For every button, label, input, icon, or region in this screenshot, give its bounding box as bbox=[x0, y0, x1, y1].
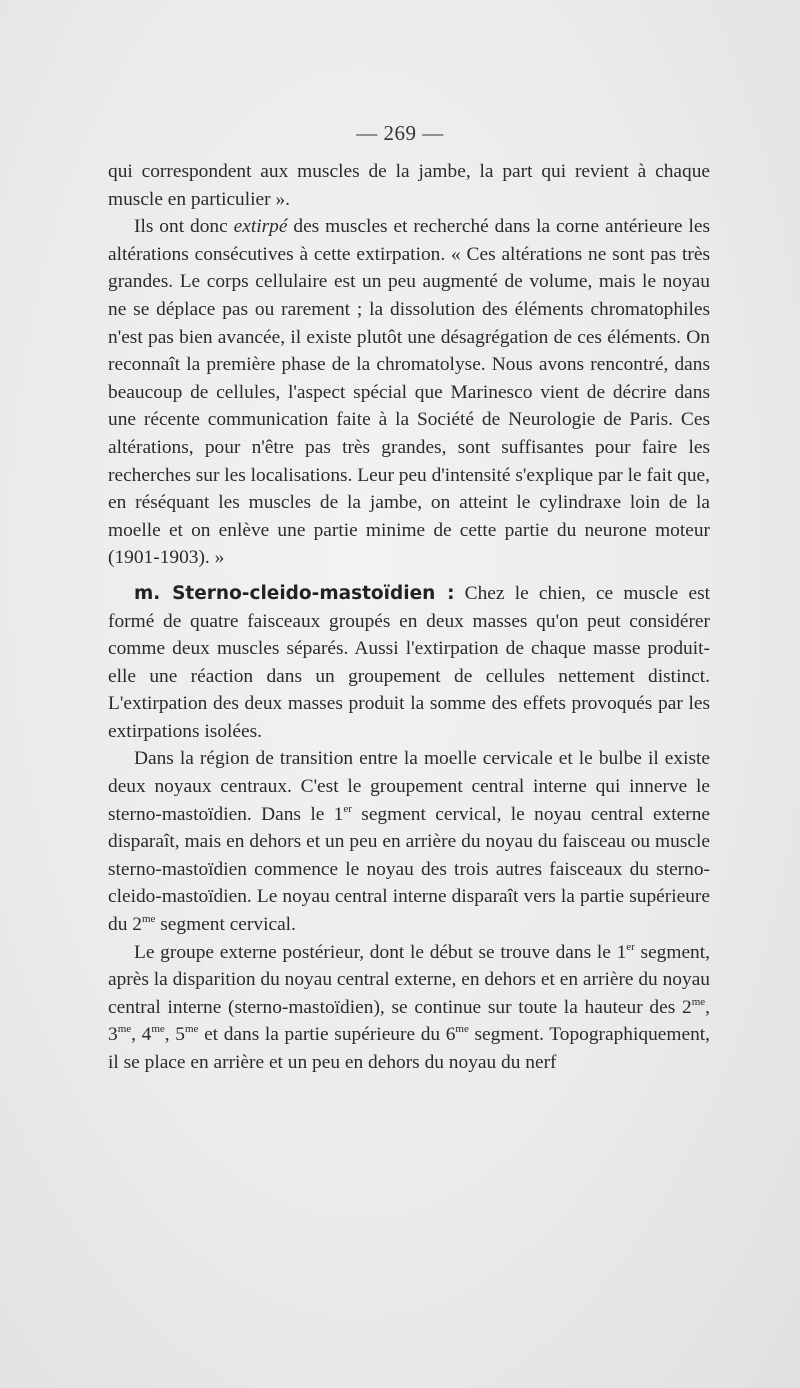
body-text bbox=[108, 158, 710, 1077]
paragraph-groupe-externe bbox=[108, 939, 710, 1077]
text-run: segment. Topographiquement, il se place en arrière et un peu en dehors du noyau du nerf bbox=[108, 1024, 710, 1073]
ordinal-superscript: me bbox=[117, 1023, 132, 1036]
text-run: Ils ont donc bbox=[134, 216, 234, 238]
text-run: , 3 bbox=[108, 996, 710, 1046]
text-run: segment, après la disparition du noyau central externe, en dehors et en arrière du noyau central interne (sterno-mastoïdien), se continue sur toute la hauteur des 2 bbox=[108, 941, 710, 1018]
text-run: , 5 bbox=[164, 1024, 185, 1046]
ordinal-superscript: me bbox=[141, 913, 156, 926]
text-run: , 4 bbox=[131, 1024, 152, 1046]
text-run: segment cervical. bbox=[155, 914, 296, 936]
ordinal-superscript: me bbox=[151, 1023, 165, 1036]
text-run: Dans la région de transition entre la moelle cervicale et le bulbe il existe deux noyaux centraux. C'est le groupement central interne qui innerve le sterno-mastoïdien. Dans le 1 bbox=[108, 748, 710, 825]
text-run: Le groupe externe postérieur, dont le début se trouve dans le 1 bbox=[134, 941, 627, 963]
paragraph-transition-region bbox=[108, 745, 710, 938]
ordinal-superscript: me bbox=[691, 995, 706, 1008]
italic-term: extirpé bbox=[233, 216, 288, 238]
text-run: Chez le chien, ce muscle est formé de quatre faisceaux groupés en deux masses qu'on peut considérer comme deux muscles séparés. Aussi l'extirpation de chaque masse produit-elle une réaction dans un groupement de cellules nettement distinct. L'extirpation des deux masses produit la somme des effets provoqués par les extirpations isolées. bbox=[108, 582, 711, 742]
text-run: et dans la partie supérieure du 6 bbox=[198, 1024, 456, 1046]
paragraph-sterno-cleido-mastoidien bbox=[108, 580, 710, 746]
ordinal-superscript: me bbox=[184, 1023, 199, 1036]
paragraph-continuation: qui correspondent aux muscles de la jambe, la part qui revient à chaque muscle en particulier ». bbox=[108, 161, 710, 210]
ordinal-superscript: er bbox=[343, 802, 352, 815]
text-run: segment cervical, le noyau central externe disparaît, mais en dehors et un peu en arrière du noyau du faisceau ou muscle sterno-mastoïdien commence le noyau des trois autres faisceaux du sterno-cleido-mastoïdien. Le noyau central interne disparaît vers la partie supérieure du 2 bbox=[108, 803, 711, 936]
paragraph-extirpation bbox=[108, 213, 710, 572]
section-heading: m. Sterno-cleido-mastoïdien : bbox=[134, 582, 455, 604]
ordinal-superscript: me bbox=[455, 1023, 469, 1036]
text-run: des muscles et recherché dans la corne antérieure les altérations consécutives à cette extirpation. « Ces altérations ne sont pas très grandes. Le corps cellulaire est un peu augmenté de volume, mais le noyau ne se déplace pas ou rarement ; la dissolution des éléments chromatophiles n'est pas bien avancée, il existe plutôt une désagrégation de ces éléments. On reconnaît la première phase de la chromatolyse. Nous avons rencontré, dans beaucoup de cellules, l'aspect spécial que Marinesco vient de décrire dans une récente communication faite à la Société de Neurologie de Paris. Ces altérations, pour n'être pas très grandes, sont suffisantes pour faire les recherches sur les localisations. Leur peu d'intensité s'explique par le fait que, en réséquant les muscles de la jambe, on atteint le cylindraxe loin de la moelle et on enlève une partie minime de cette partie du neurone moteur (1901-1903). » bbox=[108, 216, 710, 569]
ordinal-superscript: er bbox=[626, 940, 635, 953]
page-number: — 269 — bbox=[356, 121, 444, 145]
